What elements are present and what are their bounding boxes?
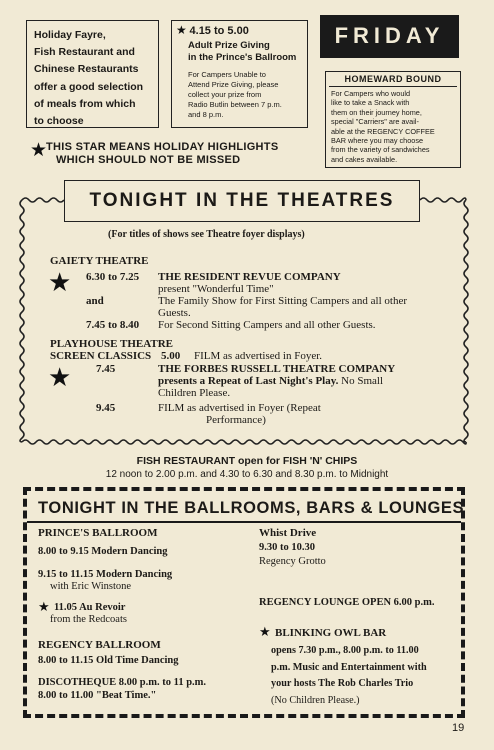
fish-line-2: 12 noon to 2.00 p.m. and 4.30 to 6.30 and 8.30 p.m. to Midnight (105, 469, 389, 480)
star-legend-line: WHICH SHOULD NOT BE MISSED (56, 154, 241, 166)
star-icon: ★ (176, 23, 187, 37)
gaiety-family-line: The Family Show for First Sitting Campers and all other (158, 295, 408, 307)
prize-giving-box (171, 20, 308, 128)
star-icon: ★ (48, 363, 72, 393)
regency-item: 8.00 to 11.15 Old Time Dancing (38, 655, 179, 666)
owl-line: your hosts The Rob Charles Trio (271, 678, 414, 689)
gaiety-time-2: 7.45 to 8.40 (86, 319, 140, 331)
homeward-divider (329, 86, 457, 87)
gaiety-title: GAIETY THEATRE (50, 255, 149, 267)
regency-ballroom: REGENCY BALLROOM (38, 639, 161, 651)
star-legend-line: THIS STAR MEANS HOLIDAY HIGHLIGHTS (46, 141, 279, 153)
prize-body-line: For Campers Unable to (188, 70, 266, 79)
playhouse-repeat-rest: No Small (341, 375, 384, 387)
star-icon: ★ (38, 600, 50, 615)
princes-item-1: 8.00 to 9.15 Modern Dancing (38, 546, 168, 557)
homeward-line: special "Carriers" are avail- (331, 117, 419, 127)
discotheque: DISCOTHEQUE 8.00 p.m. to 11 p.m. (38, 677, 207, 688)
ballrooms-heading-underline (27, 521, 461, 523)
princes-item-2: 9.15 to 11.15 Modern Dancing (38, 569, 173, 580)
regency-grotto: Regency Grotto (259, 556, 326, 567)
theatres-note: (For titles of shows see Theatre foyer displays) (108, 229, 305, 240)
homeward-line: BAR where you may choose (331, 136, 424, 146)
gaiety-act-1-sub: present "Wonderful Time" (158, 283, 274, 295)
owl-line: p.m. Music and Entertainment with (271, 661, 427, 673)
holiday-line: Fish Restaurant and (34, 46, 135, 59)
prize-body-line: Attend Prize Giving, please (188, 80, 279, 89)
regency-lounge: REGENCY LOUNGE OPEN 6.00 p.m. (259, 597, 435, 608)
prize-title-line: in the Prince's Ballroom (188, 52, 297, 63)
playhouse-title: PLAYHOUSE THEATRE (50, 338, 173, 350)
homeward-line: able at the REGENCY COFFEE (331, 126, 435, 136)
blinking-owl-bar: BLINKING OWL BAR (275, 627, 387, 639)
holiday-line: Holiday Fayre, (34, 29, 106, 41)
owl-line: (No Children Please.) (271, 694, 360, 706)
gaiety-act-1: THE RESIDENT REVUE COMPANY (158, 271, 341, 283)
holiday-line: to choose (34, 115, 84, 128)
gaiety-time-1: 6.30 to 7.25 (86, 271, 140, 283)
holiday-fayre-box (26, 20, 159, 128)
holiday-line: offer a good selection (34, 80, 144, 93)
screen-classics-text: FILM as advertised in Foyer. (194, 350, 323, 362)
theatres-heading-box (64, 180, 420, 222)
screen-classics-label: SCREEN CLASSICS (50, 350, 152, 362)
page-number: 19 (452, 722, 465, 734)
prize-time: 4.15 to 5.00 (189, 25, 249, 37)
whist-time: 9.30 to 10.30 (259, 542, 315, 553)
playhouse-film-line: FILM as advertised in Foyer (Repeat (158, 402, 321, 414)
star-icon: ★ (30, 139, 48, 161)
prize-body-line: and 8 p.m. (188, 110, 224, 119)
homeward-line: For Campers who would (331, 89, 411, 98)
whist-drive: Whist Drive (259, 527, 317, 539)
star-icon: ★ (48, 268, 72, 298)
star-icon: ★ (259, 625, 271, 640)
princes-item-2-sub: with Eric Winstone (50, 581, 132, 592)
gaiety-second: For Second Sitting Campers and all other Guests. (158, 319, 376, 331)
prize-body-line: Radio Butlin between 7 p.m. (188, 100, 282, 109)
homeward-line: like to take a Snack with (331, 98, 410, 108)
owl-line: opens 7.30 p.m., 8.00 p.m. to 11.00 (271, 645, 419, 656)
gaiety-family-line: Guests. (158, 307, 191, 319)
prize-title-line: Adult Prize Giving (188, 40, 270, 51)
gaiety-and: and (86, 295, 104, 307)
prize-body-line: collect your prize from (188, 90, 262, 99)
holiday-line: of meals from which (34, 97, 136, 110)
playhouse-film-line: Performance) (206, 414, 266, 426)
princes-item-3: 11.05 Au Revoir (54, 602, 126, 613)
homeward-title: HOMEWARD BOUND (344, 74, 442, 84)
holiday-line: Chinese Restaurants (34, 63, 139, 76)
playhouse-time-3: 9.45 (96, 402, 116, 414)
discotheque-beat-time: 8.00 to 11.00 "Beat Time." (38, 690, 157, 701)
playhouse-children: Children Please. (158, 387, 231, 399)
theatres-heading: TONIGHT IN THE THEATRES (89, 190, 395, 211)
playhouse-company: THE FORBES RUSSELL THEATRE COMPANY (158, 363, 396, 375)
playhouse-repeat: presents a Repeat of Last Night's Play. (158, 375, 339, 387)
fish-line-1: FISH RESTAURANT open for FISH 'N' CHIPS (136, 455, 358, 467)
princes-item-3-sub: from the Redcoats (50, 614, 127, 625)
day-label: FRIDAY (334, 23, 445, 48)
homeward-box (325, 71, 461, 168)
princes-ballroom: PRINCE'S BALLROOM (38, 527, 158, 539)
homeward-line: them on their journey home, (331, 107, 422, 117)
screen-classics-time: 5.00 (161, 350, 181, 362)
homeward-line: from the variety of sandwiches (331, 145, 430, 155)
homeward-line: and cakes available. (331, 154, 398, 164)
playhouse-time-2: 7.45 (96, 363, 116, 375)
day-banner (320, 15, 459, 58)
ballrooms-heading: TONIGHT IN THE BALLROOMS, BARS & LOUNGES (38, 499, 465, 517)
